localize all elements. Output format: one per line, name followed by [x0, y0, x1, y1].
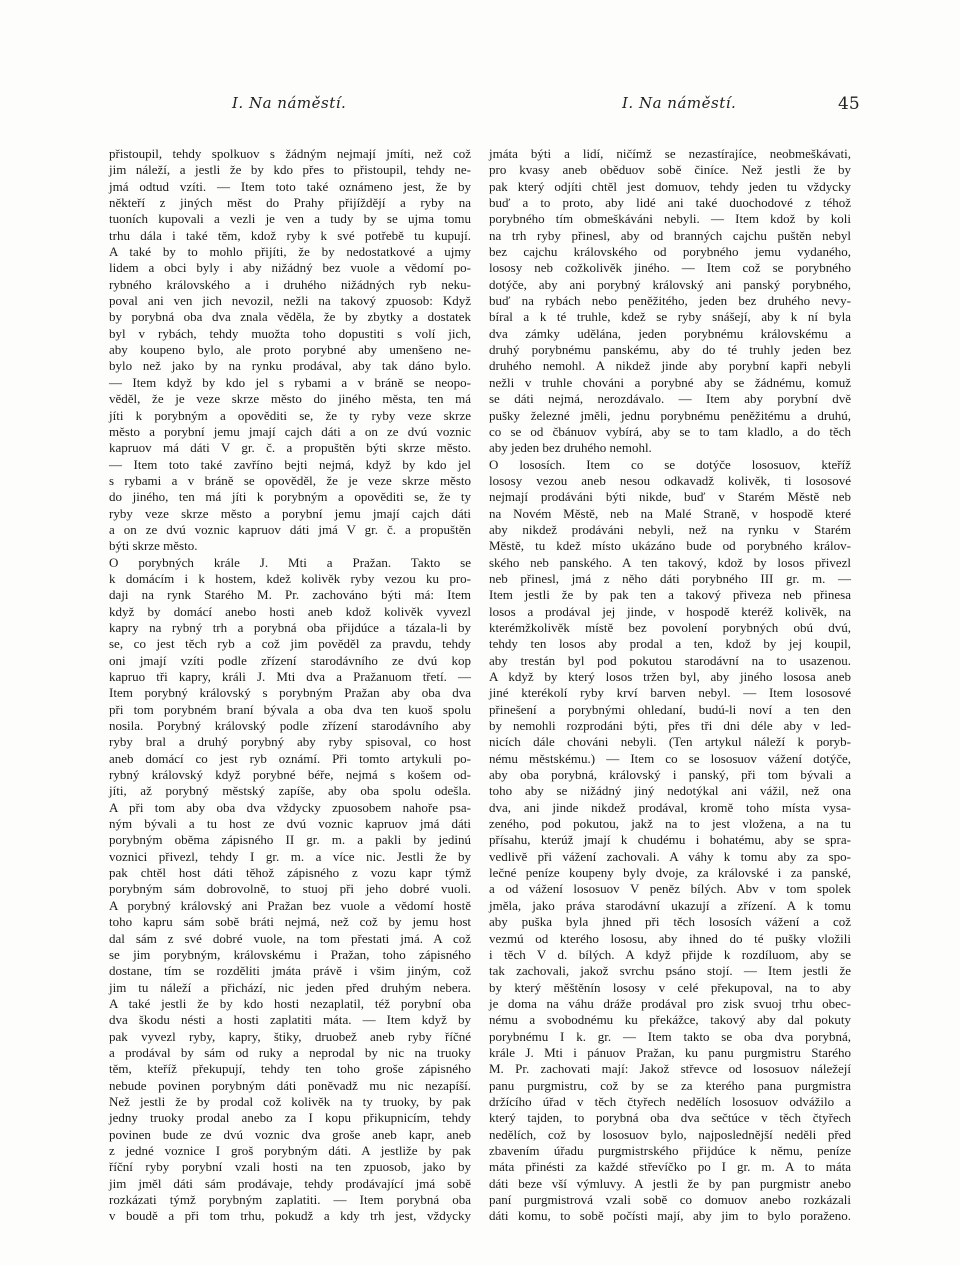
- text-line: nejmají prodáváni býti nikde, buď v Starém Městě neb: [489, 489, 851, 505]
- text-line: dal sám z své dobré vuole, na tom přestati jmá. A což: [109, 930, 471, 946]
- text-line: buď a to proto, aby lidé ani také duochodové z téhož: [489, 195, 851, 211]
- text-line: Než jestli že by prodal což kolivěk na ty truoky, by pak: [109, 1093, 471, 1109]
- text-line: jměla, jako práva starodávní ukazují a zřízení. A k tomu: [489, 897, 851, 913]
- text-line: říční ryby porybní vzali hosti na ten zpuosob, jako by: [109, 1159, 471, 1175]
- text-line: lidem a obci byly i aby nižádný bez vuole a vědomí po-: [109, 260, 471, 276]
- page-header: [0, 94, 960, 120]
- text-line: s rybami a v bráně se opověděl, že je veze skrze město: [109, 472, 471, 488]
- text-line: toho kapru sám sobě bráti nejmá, než což by jemu host: [109, 914, 471, 930]
- running-head-left: I. Na náměstí.: [232, 94, 347, 112]
- text-line: poval ani ven jich nevozil, nežli na takový zpuosob: Když: [109, 293, 471, 309]
- text-line: porybným oběma zápisného II gr. m. a pakli by jedinú: [109, 832, 471, 848]
- text-line: ského neb panského. A ten takový, kdož by losos přivezl: [489, 554, 851, 570]
- text-line: jim jměl dáti sám prodávaje, tehdy prodávající jmá sobě: [109, 1175, 471, 1191]
- right-text-column: [489, 146, 851, 1225]
- text-line: nebude povinen porybným dáti poněvadž mu nic nezapíší.: [109, 1077, 471, 1093]
- text-line: jim náleží, a jestli že by kdo přes to přistoupil, tehdy ne-: [109, 162, 471, 178]
- text-line: Item porybný královský s porybným Pražan aby oba dva: [109, 685, 471, 701]
- text-line: ryby bral a druhý porybný aby ryby spisoval, co host: [109, 734, 471, 750]
- text-line: by který měštěnín lososy v celé překupoval, na to aby: [489, 979, 851, 995]
- text-line: lososy vezou aneb nesou odkavadž kolivěk, ti lososové: [489, 472, 851, 488]
- text-line: nosila. Porybný královský podle zřízení starodávního aby: [109, 718, 471, 734]
- text-line: jíti, až porybný městský zapíše, aby oba spolu odešla.: [109, 783, 471, 799]
- text-line: kapruov má dáti V gr. č. a propuštěn býti skrze město.: [109, 440, 471, 456]
- text-line: dva, ani jinde nikdež prodával, kromě toho místa vysa-: [489, 799, 851, 815]
- text-line: pak který odjíti chtěl jest domuov, tehdy jeden tu vždycky: [489, 178, 851, 194]
- text-line: pak vyvezl ryby, kapry, štiky, druobež aneb ryby říčné: [109, 1028, 471, 1044]
- text-line: přísahu, kterúž jmají k chudému i bohatému, aby se spra-: [489, 832, 851, 848]
- text-line: na trh ryby přinesl, aby od branných cajchu puštěn nebyl: [489, 227, 851, 243]
- text-line: jmá odtud vzíti. — Item toto také oznámeno jest, že by: [109, 178, 471, 194]
- text-line: trhu dála i také těm, kdož ryby k své potřebě tu kupují.: [109, 227, 471, 243]
- text-line: ným bývali a tu host ze dvú voznic kapruov jmá dáti: [109, 816, 471, 832]
- text-line: — Item toto také zavříno bejti nejmá, když by kdo jel: [109, 456, 471, 472]
- text-line: paní purgmistrová vzali sobě co domuov anebo rozkázali: [489, 1192, 851, 1207]
- text-line: pro kvasy aneb oběduov sobě činíce. Než jestli že by: [489, 162, 851, 178]
- text-line: porybným sám dobrovolně, to stuoj při jeho dobré vuoli.: [109, 881, 471, 897]
- text-line: bez cajchu královského od porybného jemu vydaného,: [489, 244, 851, 260]
- text-line: z jedné voznice I groš porybným dáti. A jestliže by pak: [109, 1142, 471, 1158]
- text-line: A porybný královský ani Pražan bez vuole a vědomí hostě: [109, 897, 471, 913]
- text-line: jíti k porybným a opověditi se, že ty ryby veze skrze: [109, 407, 471, 423]
- text-line: aby trestán byl pod pokutou starodávní na to usazenou.: [489, 652, 851, 668]
- text-line: někteří z jiných měst do Prahy přijíždějí a ryby na: [109, 195, 471, 211]
- text-line: krále J. Mti i pánuov Pražan, ku panu purgmistru Starého: [489, 1044, 851, 1060]
- text-line: A při tom aby oba dva vždycky zpuosobem nahoře psa-: [109, 799, 471, 815]
- text-line: zeného, pod pokutou, jakž na to jest vložena, a na tu: [489, 816, 851, 832]
- text-line: máta přinésti za každé střevíčko po I gr. m. A to máta: [489, 1159, 851, 1175]
- text-line: losos a prodával jej jinde, v hospodě kteréž kolivěk, na: [489, 603, 851, 619]
- text-line: dotýče, aby ani porybný královský ani panský porybného,: [489, 276, 851, 292]
- text-line: druhého nemohl. A nikdež jinde aby porybní kapři nebyli: [489, 358, 851, 374]
- text-line: pak chtěl host dáti těhož zápisného z vozu kapr týmž: [109, 865, 471, 881]
- text-line: do jiného, ten má jíti k porybným a opověditi se, že ty: [109, 489, 471, 505]
- text-line: tuoních kupovali a vezli je ven a tudy by se ujma tomu: [109, 211, 471, 227]
- text-line: kapry na rybný trh a porybná oba přijdúce a tázala-li by: [109, 619, 471, 635]
- text-line: nému a svobodnému ku překážce, takový aby dal pokuty: [489, 1012, 851, 1028]
- text-line: nedělích, což by lososuov bylo, najposlednější neděli před: [489, 1126, 851, 1142]
- text-line: lososy neb cožkolivěk jiného. — Item což se porybného: [489, 260, 851, 276]
- text-line: těm, kteříž překupují, tehdy ten toho groše zápisného: [109, 1061, 471, 1077]
- text-line: na Novém Městě, neb na Malé Straně, v hospodě které: [489, 505, 851, 521]
- text-line: by porybná oba dva znala věděla, že by zbytky a dostatek: [109, 309, 471, 325]
- text-line: v boudě a při tom trhu, pokudž a kdy trh jest, vždycky: [109, 1208, 471, 1224]
- text-line: nežli v truhle chováni a porybné aby se žádnému, komuž: [489, 374, 851, 390]
- text-line: a on ze dvú voznic kapruov dáti jmá V gr. č. a propuštěn: [109, 521, 471, 537]
- text-line: držícího úřad v těch čtyřech nedělích lososuov odvážilo a: [489, 1093, 851, 1109]
- text-line: věděl, že je veze skrze město do jiného města, ten má: [109, 391, 471, 407]
- text-line: aby nikdež prodáváni nebyli, než na rynku v Starém: [489, 521, 851, 537]
- text-line: kterémžkolivěk místě bez povolení porybných obú dvú,: [489, 619, 851, 635]
- left-text-column: [109, 146, 471, 1225]
- text-line: porybného tím obmeškáváni nebyli. — Item kdož by koli: [489, 211, 851, 227]
- text-line: bíral a k té truhle, kdež se ryby snášejí, aby k ní byla: [489, 309, 851, 325]
- text-line: dva škodu nésti a hosti zaplatiti máta. — Item když by: [109, 1012, 471, 1028]
- text-line: toho aby se nižádný jiný nedotýkal ani vážil, než ona: [489, 783, 851, 799]
- text-line: dáti komu, to sobě počísti mají, aby jim to bylo poraženo.: [489, 1208, 851, 1224]
- text-line: rybného královského a i druhého nižádných ryb neku-: [109, 276, 471, 292]
- text-line: buď na rybách nebo peněžitého, jeden bez druhého nevy-: [489, 293, 851, 309]
- text-line: tehdy ten losos aby prodal a ten, kdož by jej koupil,: [489, 636, 851, 652]
- text-line: aneb domácí co jest ryb oznámí. Při tomto artykuli po-: [109, 750, 471, 766]
- text-line: se, co jest těch ryb a což jim pověděl za pravdu, tehdy: [109, 636, 471, 652]
- text-line: k domácím i k hostem, kdež kolivěk ryby vezou ku pro-: [109, 570, 471, 586]
- text-line: který tajden, to porybná oba dva sečtúce v těch čtyřech: [489, 1110, 851, 1126]
- text-line: je doma na váhu dráže prodával pro zisk svuoj trhu obec-: [489, 995, 851, 1011]
- text-line: jim tu náleží a přichází, nic jeden před druhým nebera.: [109, 979, 471, 995]
- text-line: druhý porybnému panskému, aby do té truhly jeden bez: [489, 342, 851, 358]
- text-line: dva zámky udělána, jeden porybnému královskému a: [489, 325, 851, 341]
- text-line: přinešení a porybnými ohledaní, budú-li noví a ten den: [489, 701, 851, 717]
- text-line: aby puška byla jhned při těch lososích vážení a což: [489, 914, 851, 930]
- text-line: oni jmají vzíti podle zřízení starodávního ze dvú kop: [109, 652, 471, 668]
- text-line: M. Pr. zachovati mají: Jakož střevce od lososuov náležejí: [489, 1061, 851, 1077]
- text-line: voznici přivezl, tehdy I gr. m. a více nic. Jestli že by: [109, 848, 471, 864]
- running-head-right: I. Na náměstí.: [622, 94, 737, 112]
- text-line: vedlivě při vážení zachovali. A váhy k tomu aby za spo-: [489, 848, 851, 864]
- column-divider: [480, 146, 481, 1276]
- text-line: neb přinesl, jmá z něho dáti porybného III gr. m. —: [489, 570, 851, 586]
- text-line: pušky železné jměli, jednu porybnému peněžitému a druhú,: [489, 407, 851, 423]
- text-line: jiné kterékolí ryby krví barven nebyl. — Item lososové: [489, 685, 851, 701]
- text-line: byl v rybách, tehdy muožta toho dopustiti s volí jich,: [109, 325, 471, 341]
- text-line: nicích dále chováni nebyli. (Ten artykul náleží k poryb-: [489, 734, 851, 750]
- text-line: dáti beze vší výmluvy. A jestli že by pan purgmistr anebo: [489, 1175, 851, 1191]
- text-line: povinen bude ze dvú voznic dva groše aneb kapr, aneb: [109, 1126, 471, 1142]
- text-line: když by domácí anebo hosti aneb kdož kolivěk vyvezl: [109, 603, 471, 619]
- text-line: a prodával by sám od ruky a neprodal by nic na truoky: [109, 1044, 471, 1060]
- text-line: zbavením úřadu purgmistrského přijdúce k němu, peníze: [489, 1142, 851, 1158]
- text-line: porybnému I k. gr. — Item takto se oba dva porybná,: [489, 1028, 851, 1044]
- text-line: dostane, tím se rozděliti jmáta právě i všim jiným, což: [109, 963, 471, 979]
- text-line: bylo než jako by na rynku prodával, aby tak dáno bylo.: [109, 358, 471, 374]
- text-line: A také jestli že by kdo hosti nezaplatil, též porybní oba: [109, 995, 471, 1011]
- text-line: a od vážení lososuov V peněz bílých. Abv v tom spolek: [489, 881, 851, 897]
- text-line: by nemohli rozprodáni býti, přes tři dni déle aby v led-: [489, 718, 851, 734]
- text-line: — Item když by kdo jel s rybami a v bráně se neopo-: [109, 374, 471, 390]
- text-line: Městě, tu kdež místo ukázáno bude od porybného králov-: [489, 538, 851, 554]
- text-line: město a porybní jemu jmají cajch dáti a on ze dvú voznic: [109, 423, 471, 439]
- text-line: tak zachovali, jakož svrchu psáno stojí. — Item jestli že: [489, 963, 851, 979]
- text-line: vezmú od kterého lososu, aby ihned do té pušky vložili: [489, 930, 851, 946]
- text-line: se dáti nejmá, nerozdávalo. — Item aby porybní dvě: [489, 391, 851, 407]
- text-line: O lososích. Item co se dotýče lososuov, kteříž: [489, 456, 851, 472]
- text-line: O porybných krále J. Mti a Pražan. Takto se: [109, 554, 471, 570]
- text-line: ryby veze skrze město a porybní jemu jmají cajch dáti: [109, 505, 471, 521]
- text-line: rybný královský když porybné béře, nejmá s košem od-: [109, 767, 471, 783]
- text-line: A také by to mohlo přijíti, že by nedostatkové a ujmy: [109, 244, 471, 260]
- text-line: co se od čbánuov vybírá, aby se to tam kladlo, a do těch: [489, 423, 851, 439]
- text-line: rozkázati týmž porybným zaplatiti. — Item porybná oba: [109, 1192, 471, 1207]
- text-line: kapruo tři kapry, králi J. Mti dva a Pražanuom třetí. —: [109, 669, 471, 684]
- text-line: při tom porybném braní bývala a oba dva ten kuoš spolu: [109, 701, 471, 717]
- page-number: 45: [838, 94, 860, 114]
- text-line: se jim porybným, královskému i Pražan, toho zápisného: [109, 946, 471, 962]
- text-line: aby koupeno bylo, ale proto porybné aby umenšeno ne-: [109, 342, 471, 358]
- text-line: aby oba porybná, královský i panský, při tom bývali a: [489, 767, 851, 783]
- text-line: jmáta býti a lidí, ničímž se nezastírajíce, neobmeškávati,: [489, 146, 851, 161]
- text-line: lečné peníze koupeny byly dvoje, za královské i za panské,: [489, 865, 851, 881]
- text-line: přistoupil, tehdy spolkuov s žádným nejmají jmíti, než což: [109, 146, 471, 161]
- text-line: býti skrze město.: [109, 538, 198, 554]
- text-line: nému městskému.) — Item co se lososuov vážení dotýče,: [489, 750, 851, 766]
- text-line: jedny truoky prodal anebo za I kopu přikupnicím, tehdy: [109, 1110, 471, 1126]
- text-line: A když by který losos tržen byl, aby jiného lososa aneb: [489, 669, 851, 684]
- text-line: daji na rynk Starého M. Pr. zachováno býti má: Item: [109, 587, 471, 603]
- text-line: i těch V d. bílých. A když přijde k rozdíluom, aby se: [489, 946, 851, 962]
- text-line: aby jeden bez druhého nemohl.: [489, 440, 652, 456]
- text-line: panu purgmistru, což by se za kterého pana purgmistra: [489, 1077, 851, 1093]
- text-line: Item jestli že by pak ten a takový přiveza neb přinesa: [489, 587, 851, 603]
